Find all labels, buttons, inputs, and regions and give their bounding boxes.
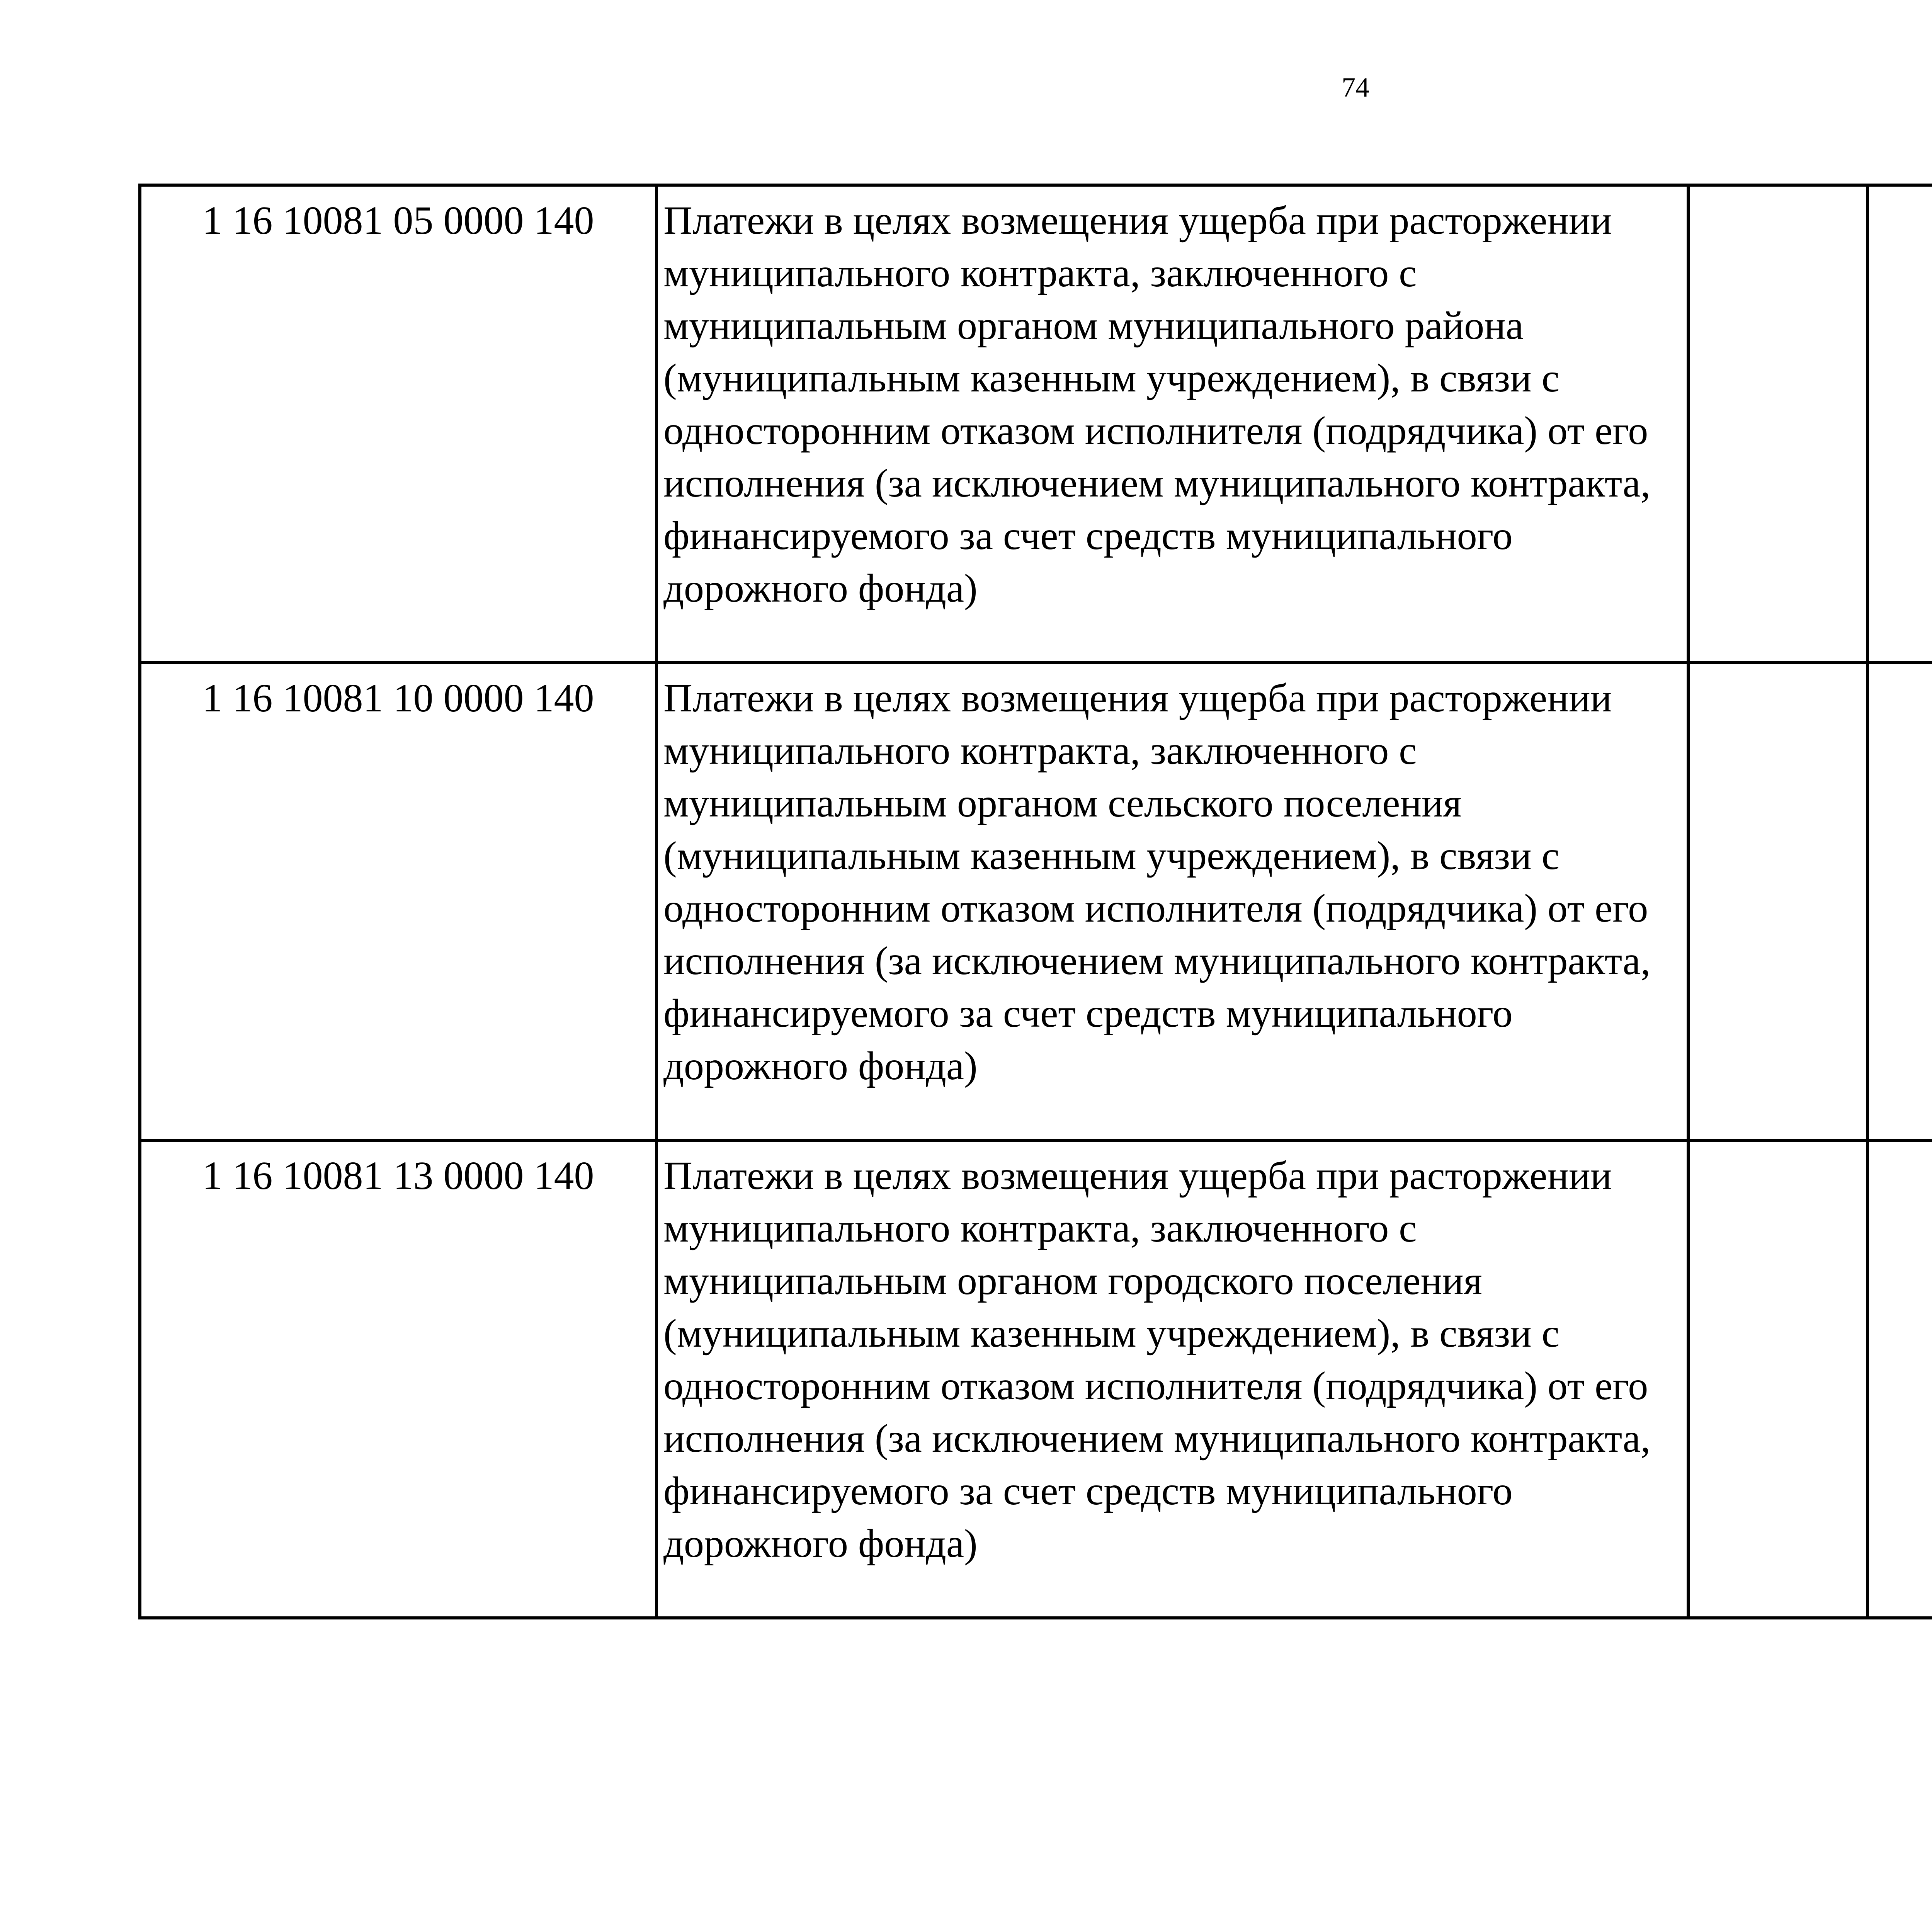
value-cell — [1688, 185, 1867, 663]
income-description: Платежи в целях возмещения ущерба при расторжении муниципального контракта, заключенного с муниципальным органом городского поселения (муниципальным казенным учреждением), в связи с односторонним отказом исполнителя (подрядчика) от его исполнения (за исключением муниципального контракта, финансируемого за счет средств муниципального дорожного фонда) — [656, 1140, 1688, 1618]
table-row — [140, 663, 1932, 1140]
table-row — [140, 185, 1932, 663]
value-cell — [1867, 1140, 1932, 1618]
income-description: Платежи в целях возмещения ущерба при расторжении муниципального контракта, заключенного с муниципальным органом муниципального района (муниципальным казенным учреждением), в связи с односторонним отказом исполнителя (подрядчика) от его исполнения (за исключением муниципального контракта, финансируемого за счет средств муниципального дорожного фонда) — [656, 185, 1688, 663]
income-description: Платежи в целях возмещения ущерба при расторжении муниципального контракта, заключенного с муниципальным органом сельского поселения (муниципальным казенным учреждением), в связи с односторонним отказом исполнителя (подрядчика) от его исполнения (за исключением муниципального контракта, финансируемого за счет средств муниципального дорожного фонда) — [656, 663, 1688, 1140]
budget-code: 1 16 10081 05 0000 140 — [140, 185, 656, 663]
value-cell — [1688, 663, 1867, 1140]
page-number: 74 — [1342, 72, 1369, 103]
budget-code: 1 16 10081 13 0000 140 — [140, 1140, 656, 1618]
value-cell — [1867, 185, 1932, 663]
table-row — [140, 1140, 1932, 1618]
value-cell — [1688, 1140, 1867, 1618]
value-cell — [1867, 663, 1932, 1140]
budget-code: 1 16 10081 10 0000 140 — [140, 663, 656, 1140]
revenue-table — [138, 184, 1932, 1619]
